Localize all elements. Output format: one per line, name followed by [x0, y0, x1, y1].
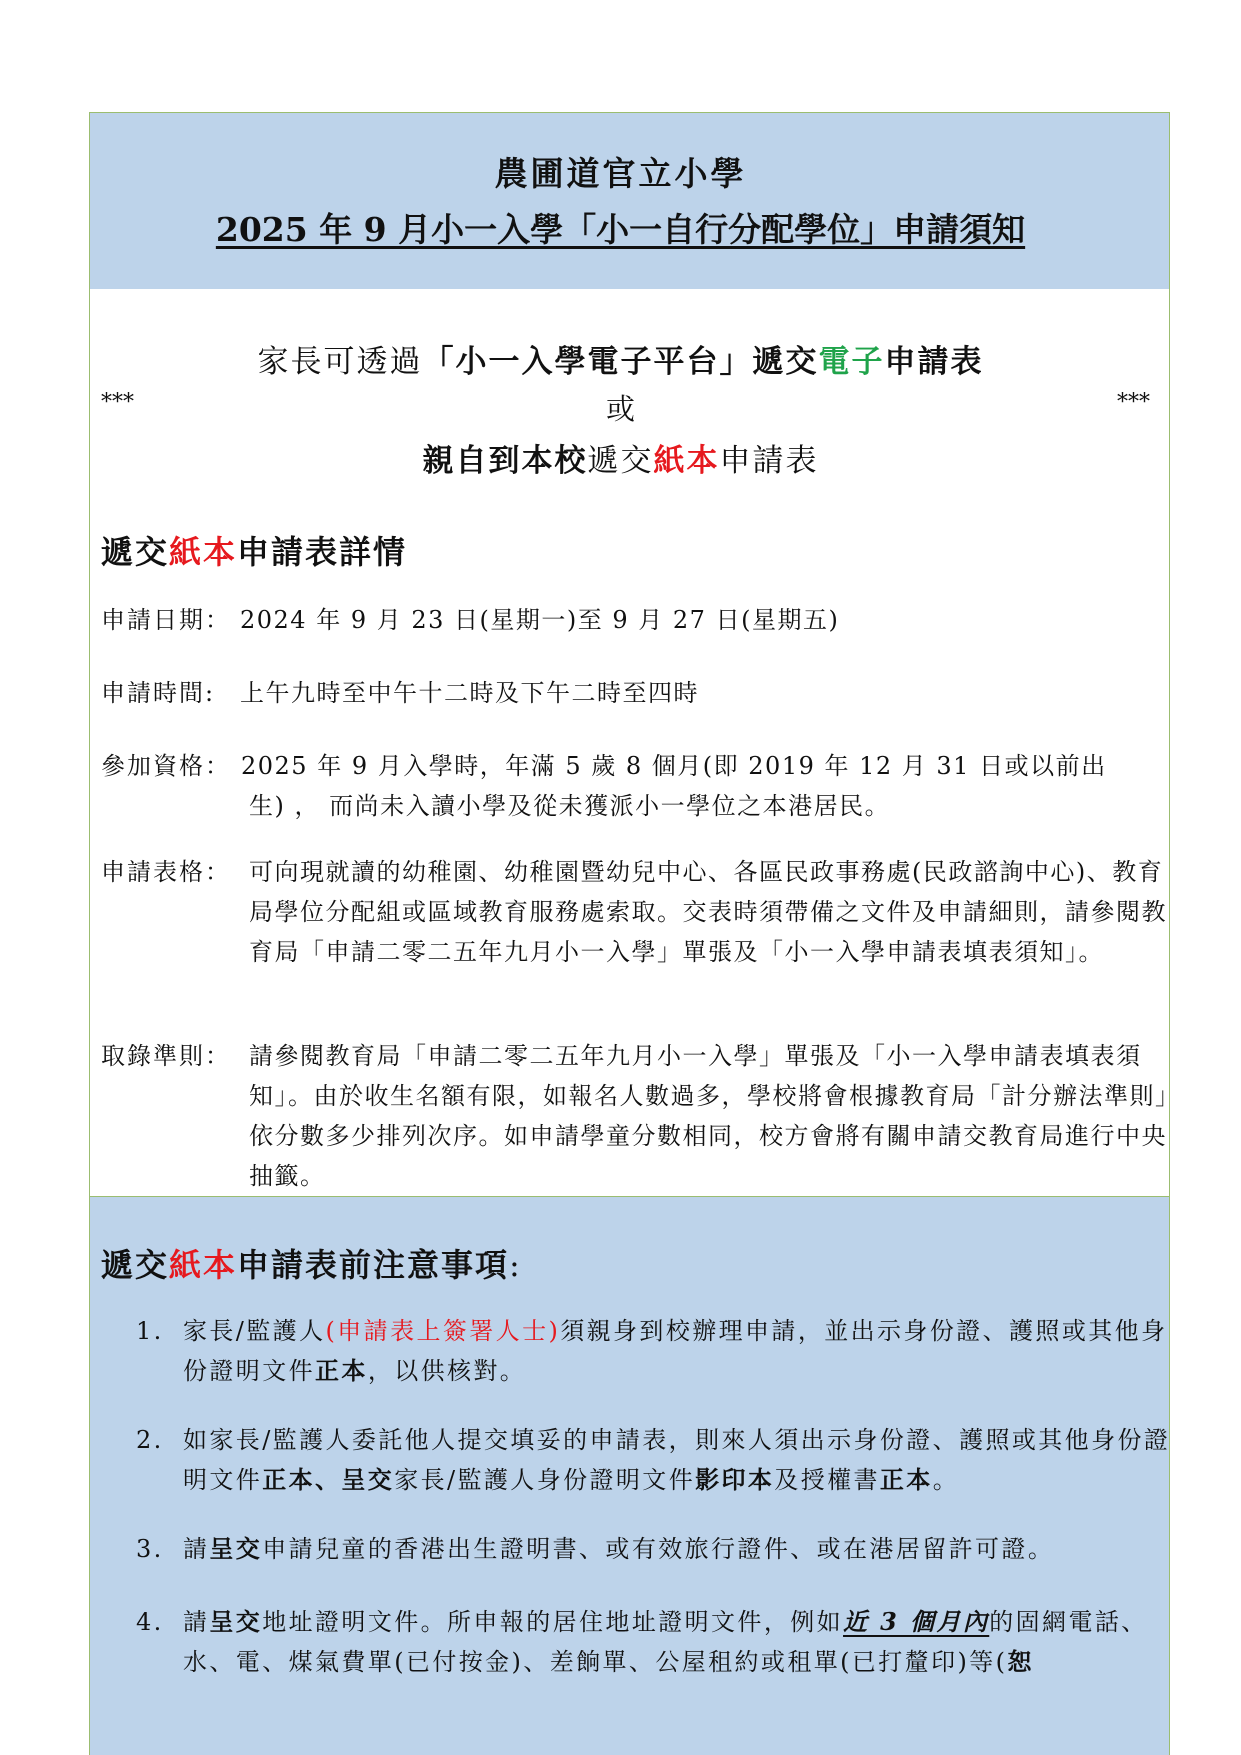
details-heading-suffix: 申請表詳情: [237, 533, 408, 571]
details-heading-paper: 紙本: [169, 533, 238, 571]
notes-heading: [101, 1240, 522, 1286]
application-date-label: 申請日期：: [101, 606, 231, 634]
note-2-part-a: 如家長/監護人委託他人提交填妥的申請表，則來人須出示身份證、護照或其他身份證明文件: [183, 1426, 1171, 1494]
intro-line3-submit: 遞交: [587, 443, 654, 479]
note-3-part-a: 請: [183, 1535, 210, 1563]
admission-criteria-label: 取錄準則：: [101, 1042, 231, 1070]
note-text: [183, 1602, 1183, 1682]
note-text: [183, 1311, 1183, 1391]
page-title: [0, 204, 1241, 251]
header-panel: [89, 112, 1170, 290]
note-2-part-g: 。: [932, 1466, 960, 1494]
stars-left: ***: [101, 390, 134, 415]
note-4-part-e: 的固網電話、水、電、煤氣費單(已付按金)、差餉單、公屋租約或租單(已打釐印)等(: [183, 1608, 1148, 1676]
note-1-part-a: 家長/監護人: [183, 1317, 326, 1345]
intro-line3-prefix: 親自到本校: [422, 443, 588, 479]
intro-line-paper: [0, 435, 1241, 480]
note-number: 3.: [136, 1535, 164, 1563]
application-time-value: 上午九時至中午十二時及下午二時至四時: [240, 679, 699, 707]
school-name: 農圃道官立小學: [494, 154, 747, 193]
note-4-part-c: 地址證明文件。所申報的居住地址證明文件，例如: [262, 1608, 844, 1636]
application-form-value: 可向現就讀的幼稚園、幼稚園暨幼兒中心、各區民政事務處(民政諮詢中心)、教育局學位分配組或區域教育服務處索取。交表時須帶備之文件及申請細則，請參閱教育局「申請二零二五年九月小一入學」單張及「小一入學申請表填表須知」。: [249, 858, 1167, 966]
note-1-part-d: 正本: [315, 1356, 368, 1385]
note-text: [183, 1529, 1183, 1569]
stars-right: ***: [1117, 390, 1150, 415]
intro-line1-platform: 「小一入學電子平台」遞交: [422, 344, 819, 380]
or-text: 或: [605, 392, 635, 426]
notes-heading-colon: :: [509, 1246, 522, 1284]
note-number: 1.: [136, 1317, 164, 1345]
note-2-part-c: 家長/監護人身份證明文件: [394, 1466, 696, 1494]
intro-line-electronic: [0, 336, 1241, 381]
page-title-text: 2025 年 9 月小一入學「小一自行分配學位」申請須知: [215, 210, 1026, 249]
note-1-part-b: (申請表上簽署人士): [325, 1317, 561, 1345]
notes-heading-paper: 紙本: [169, 1246, 238, 1284]
intro-line3-paper: 紙本: [653, 443, 720, 479]
details-heading: [101, 527, 407, 573]
details-heading-prefix: 遞交: [101, 533, 170, 571]
note-4-part-d: 近 3 個月內: [843, 1607, 990, 1636]
note-3-part-b: 呈交: [209, 1534, 263, 1563]
note-1-part-e: ，以供核對。: [367, 1357, 527, 1385]
application-form-label: 申請表格：: [101, 858, 231, 886]
note-2-part-d: 影印本: [695, 1465, 775, 1494]
intro-line1-prefix: 家長可透過: [257, 344, 423, 380]
note-text: [183, 1420, 1183, 1500]
intro-line1-electronic: 電子: [818, 344, 885, 380]
note-3-part-c: 申請兒童的香港出生證明書、或有效旅行證件、或在港居留許可證。: [262, 1535, 1055, 1563]
note-4-part-f: 恕: [1007, 1647, 1034, 1676]
note-1-part-c: 須親身到校辦理申請，並出示身份證、護照或其他身份證明文件: [183, 1317, 1168, 1385]
note-2-part-e: 及授權書: [774, 1466, 880, 1494]
eligibility-value: 2025 年 9 月入學時，年滿 5 歲 8 個月(即 2019 年 12 月 31 日或以前出生) ， 而尚未入讀小學及從未獲派小一學位之本港居民。: [241, 752, 1107, 820]
note-number: 4.: [136, 1608, 164, 1636]
application-date-value: 2024 年 9 月 23 日(星期一)至 9 月 27 日(星期五): [240, 606, 840, 634]
notes-heading-prefix: 遞交: [101, 1246, 170, 1284]
application-time-label: 申請時間:: [101, 679, 216, 707]
note-2-part-b: 正本、呈交: [262, 1465, 395, 1494]
note-number: 2.: [136, 1426, 164, 1454]
note-2-part-f: 正本: [879, 1465, 933, 1494]
intro-line3-suffix: 申請表: [719, 443, 819, 479]
admission-criteria-value: 請參閱教育局「申請二零二五年九月小一入學」單張及「小一入學申請表填表須知」。由於收生名額有限，如報名人數過多，學校將會根據教育局「計分辦法準則」依分數多少排列次序。如申請學童分數相同，校方會將有關申請交教育局進行中央抽籤。: [249, 1042, 1181, 1190]
notes-heading-suffix: 申請表前注意事項: [237, 1246, 510, 1284]
intro-line1-suffix: 申請表: [884, 344, 984, 380]
eligibility-label: 參加資格：: [101, 752, 231, 780]
note-4-part-b: 呈交: [209, 1607, 263, 1636]
note-4-part-a: 請: [183, 1608, 210, 1636]
